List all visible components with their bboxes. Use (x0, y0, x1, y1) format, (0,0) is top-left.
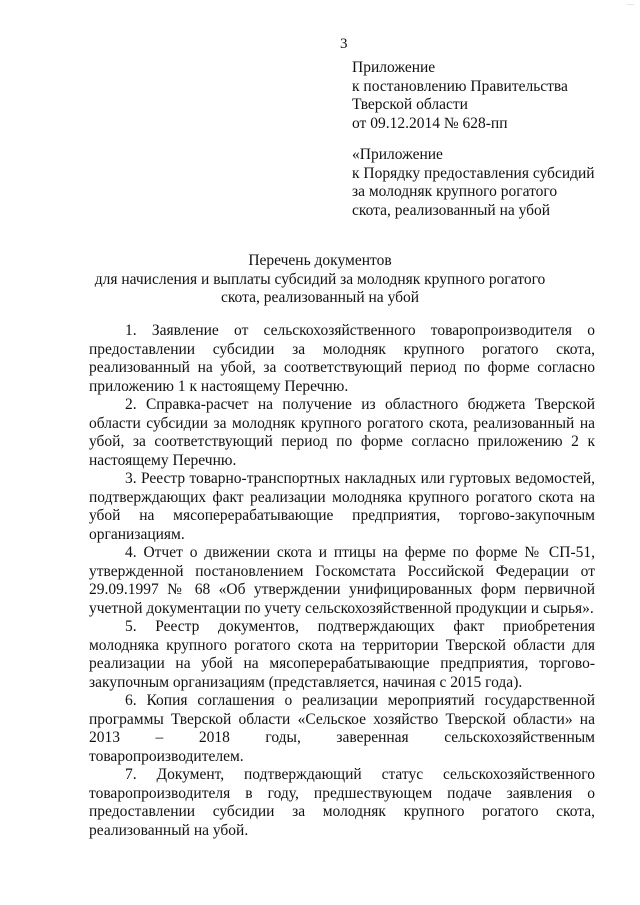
list-item: 4. Отчет о движении скота и птицы на ферме по форме № СП-51, утвержденной постановлением Госкомстата Российской Федерации от 29.09.1997 № 68 «Об утверждении унифицированных форм первичной учетной документации по учету сельскохозяйственной продукции и сырья». (89, 544, 595, 617)
approval-line: Приложение (352, 59, 436, 76)
list-item: 7. Документ, подтверждающий статус сельскохозяйственного товаропроизводителя в году, предшествующем подаче заявления о предоставлении субсидии за молодняк крупного рогатого скота, реализованный на убой. (89, 766, 595, 839)
list-item: 6. Копия соглашения о реализации мероприятий государственной программы Тверской области «Сельское хозяйство Тверской области» на 2013 – 2018 годы, заверенная сельскохозяйственным товаропроизводителем. (89, 692, 595, 765)
title-line: скота, реализованный на убой (220, 289, 420, 306)
list-item: 2. Справка-расчет на получение из областного бюджета Тверской области субсидии за молодняк крупного рогатого скота, реализованный на убой, за соответствующий период по форме согласно приложению 2 к настоящему Перечню. (89, 396, 595, 469)
document-list (89, 322, 595, 840)
title-line: Перечень документов (248, 252, 392, 269)
appendix-line: к Порядку предоставления субсидий (352, 164, 595, 182)
appendix-block (352, 146, 595, 220)
approval-block (352, 59, 568, 133)
list-item: 5. Реестр документов, подтверждающих факт приобретения молодняка крупного рогатого скота на территории Тверской области для реализации на убой на мясоперерабатывающие предприятия, торгово-закупочным организациям (представляется, начиная с 2015 года). (89, 618, 595, 691)
approval-line: от 09.12.2014 № 628-пп (352, 114, 508, 132)
appendix-line: «Приложение (352, 146, 443, 163)
appendix-line: скота, реализованный на убой (352, 201, 551, 219)
list-item: 3. Реестр товарно-транспортных накладных или гуртовых ведомостей, подтверждающих факт реализации молодняка крупного рогатого скота на убой на мясоперерабатывающие предприятия, торгово-закупочным организациям. (89, 470, 595, 543)
title-line: для начисления и выплаты субсидий за молодняк крупного рогатого (94, 270, 546, 288)
approval-line: к постановлению Правительства (352, 77, 568, 95)
appendix-line: за молодняк крупного рогатого (352, 183, 558, 200)
approval-line: Тверской области (352, 96, 468, 113)
corner-mark: — (627, 0, 634, 8)
page-number: 3 (340, 36, 348, 52)
document-title (80, 252, 560, 308)
list-item: 1. Заявление от сельскохозяйственного товаропроизводителя о предоставлении субсидии за молодняк крупного рогатого скота, реализованный на убой, за соответствующий период по форме согласно приложению 1 к настоящему Перечню. (89, 322, 595, 395)
